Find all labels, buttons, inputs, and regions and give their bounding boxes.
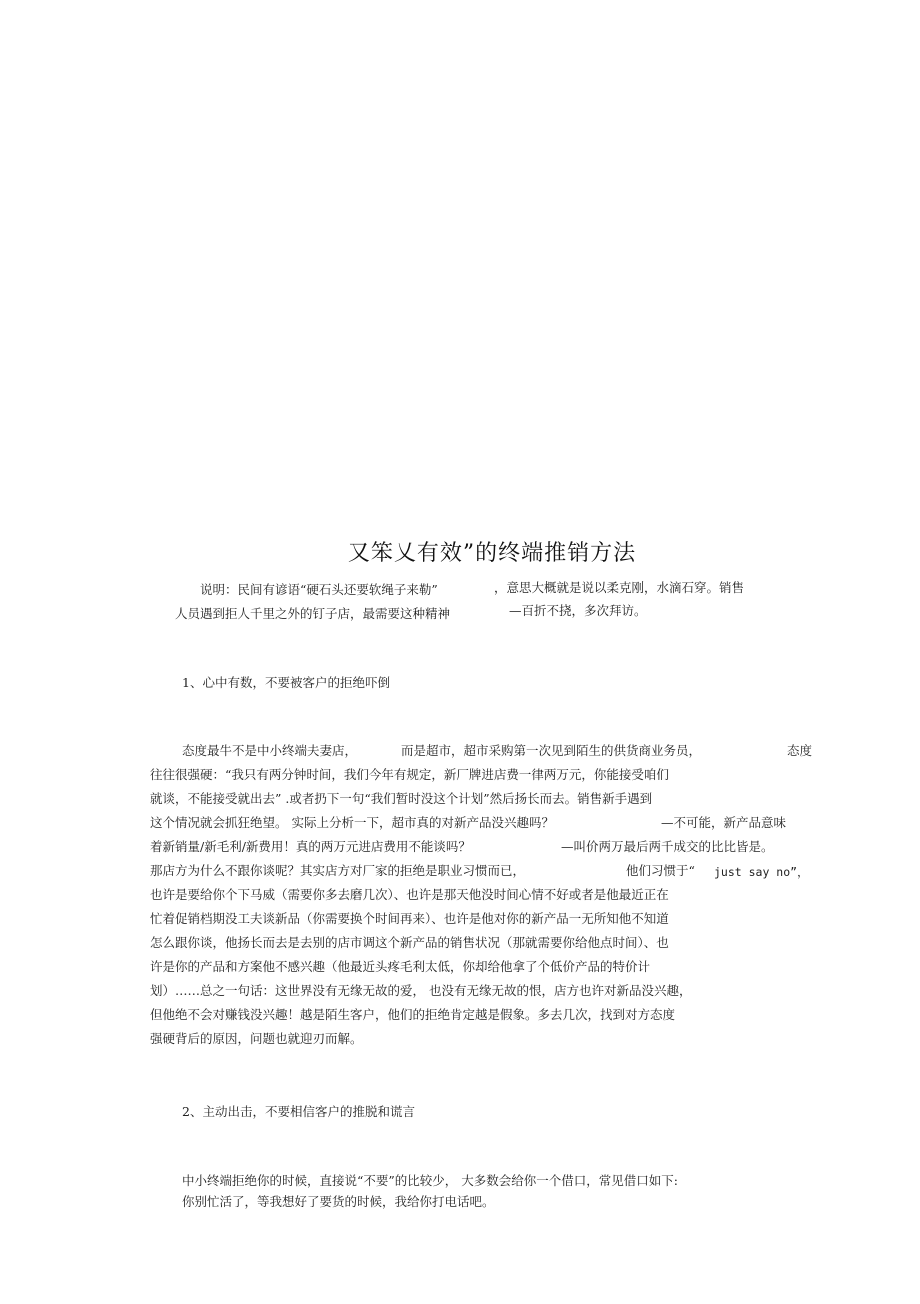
section2-heading: 2、主动出击，不要相信客户的推脱和谎言 xyxy=(182,1104,415,1119)
section2-line1: 中小终端拒绝你的时候，直接说“不要”的比较少， 大多数会给你一个借口，常见借口如下: xyxy=(182,1173,678,1188)
section1-line2: 往往很强硬：“我只有两分钟时间，我们今年有规定，新厂牌进店费一律两万元，你能接受咱们 xyxy=(150,767,669,782)
section1-line1-b: 而是超市，超市采购第一次见到陌生的供货商业务员， xyxy=(401,743,702,758)
section1-line1-a: 态度最牛不是中小终端夫妻店， xyxy=(182,743,358,758)
section1-line7: 也许是要给你个下马威（需要你多去磨几次）、也许是那天他没时间心情不好或者是他最近正在 xyxy=(150,887,669,902)
section1-line12: 但他绝不会对赚钱没兴趣！越是陌生客户，他们的拒绝肯定越是假象。多去几次，找到对方态度 xyxy=(150,1007,676,1022)
section1-heading: 1、心中有数，不要被客户的拒绝吓倒 xyxy=(182,675,390,690)
section1-line1-c: 态度 xyxy=(787,743,813,758)
section1-line11: 划）……总之一句话：这世界没有无缘无故的爱， 也没有无缘无故的恨，店方也许对新品没兴趣， xyxy=(150,983,692,998)
intro-line2-left: 人员遇到拒人千里之外的钉子店，最需要这种精神 xyxy=(175,606,451,621)
section1-line8: 忙着促销档期没工夫谈新品（你需要换个时间再来）、也许是他对你的新产品一无所知他不知道 xyxy=(150,911,669,926)
section1-line10: 许是你的产品和方案他不感兴趣（他最近头疼毛利太低，你却给他拿了个低价产品的特价计 xyxy=(150,959,651,974)
intro-line1-left: 说明：民间有谚语“硬石头还要软绳子来勒” xyxy=(200,582,438,597)
section1-line6-a: 那店方为什么不跟你谈呢？其实店方对厂家的拒绝是职业习惯而已， xyxy=(150,863,526,878)
section2-line2: 你别忙活了，等我想好了要货的时候，我给你打电话吧。 xyxy=(182,1194,495,1209)
intro-line2-right: —百折不挠，多次拜访。 xyxy=(509,603,647,618)
section1-line4-b: —不可能，新产品意味 xyxy=(661,815,787,830)
section1-line5-a: 着新销量/新毛利/新费用！真的两万元进店费用不能谈吗？ xyxy=(150,839,471,854)
section1-line6-b: 他们习惯于“ xyxy=(626,863,695,878)
section1-line4-a: 这个情况就会抓狂绝望。 实际上分析一下，超市真的对新产品没兴趣吗？ xyxy=(150,815,554,830)
section1-line9: 怎么跟你谈，他扬长而去是去别的店市调这个新产品的销售状况（那就需要你给他点时间）、也 xyxy=(150,935,669,950)
intro-line1-right: ，意思大概就是说以柔克刚，水滴石穿。销售 xyxy=(494,580,745,595)
section1-line3: 就谈，不能接受就出去” .或者扔下一句“我们暂时没这个计划”然后扬长而去。销售新手遇到 xyxy=(150,791,653,806)
section1-line5-b: —叫价两万最后两千成交的比比皆是。 xyxy=(561,839,774,854)
section1-line6-c: just say no”， xyxy=(714,865,809,879)
section1-line13: 强硬背后的原因，问题也就迎刃而解。 xyxy=(150,1031,363,1046)
document-title: 又笨乂有效”的终端推销方法 xyxy=(347,541,637,566)
